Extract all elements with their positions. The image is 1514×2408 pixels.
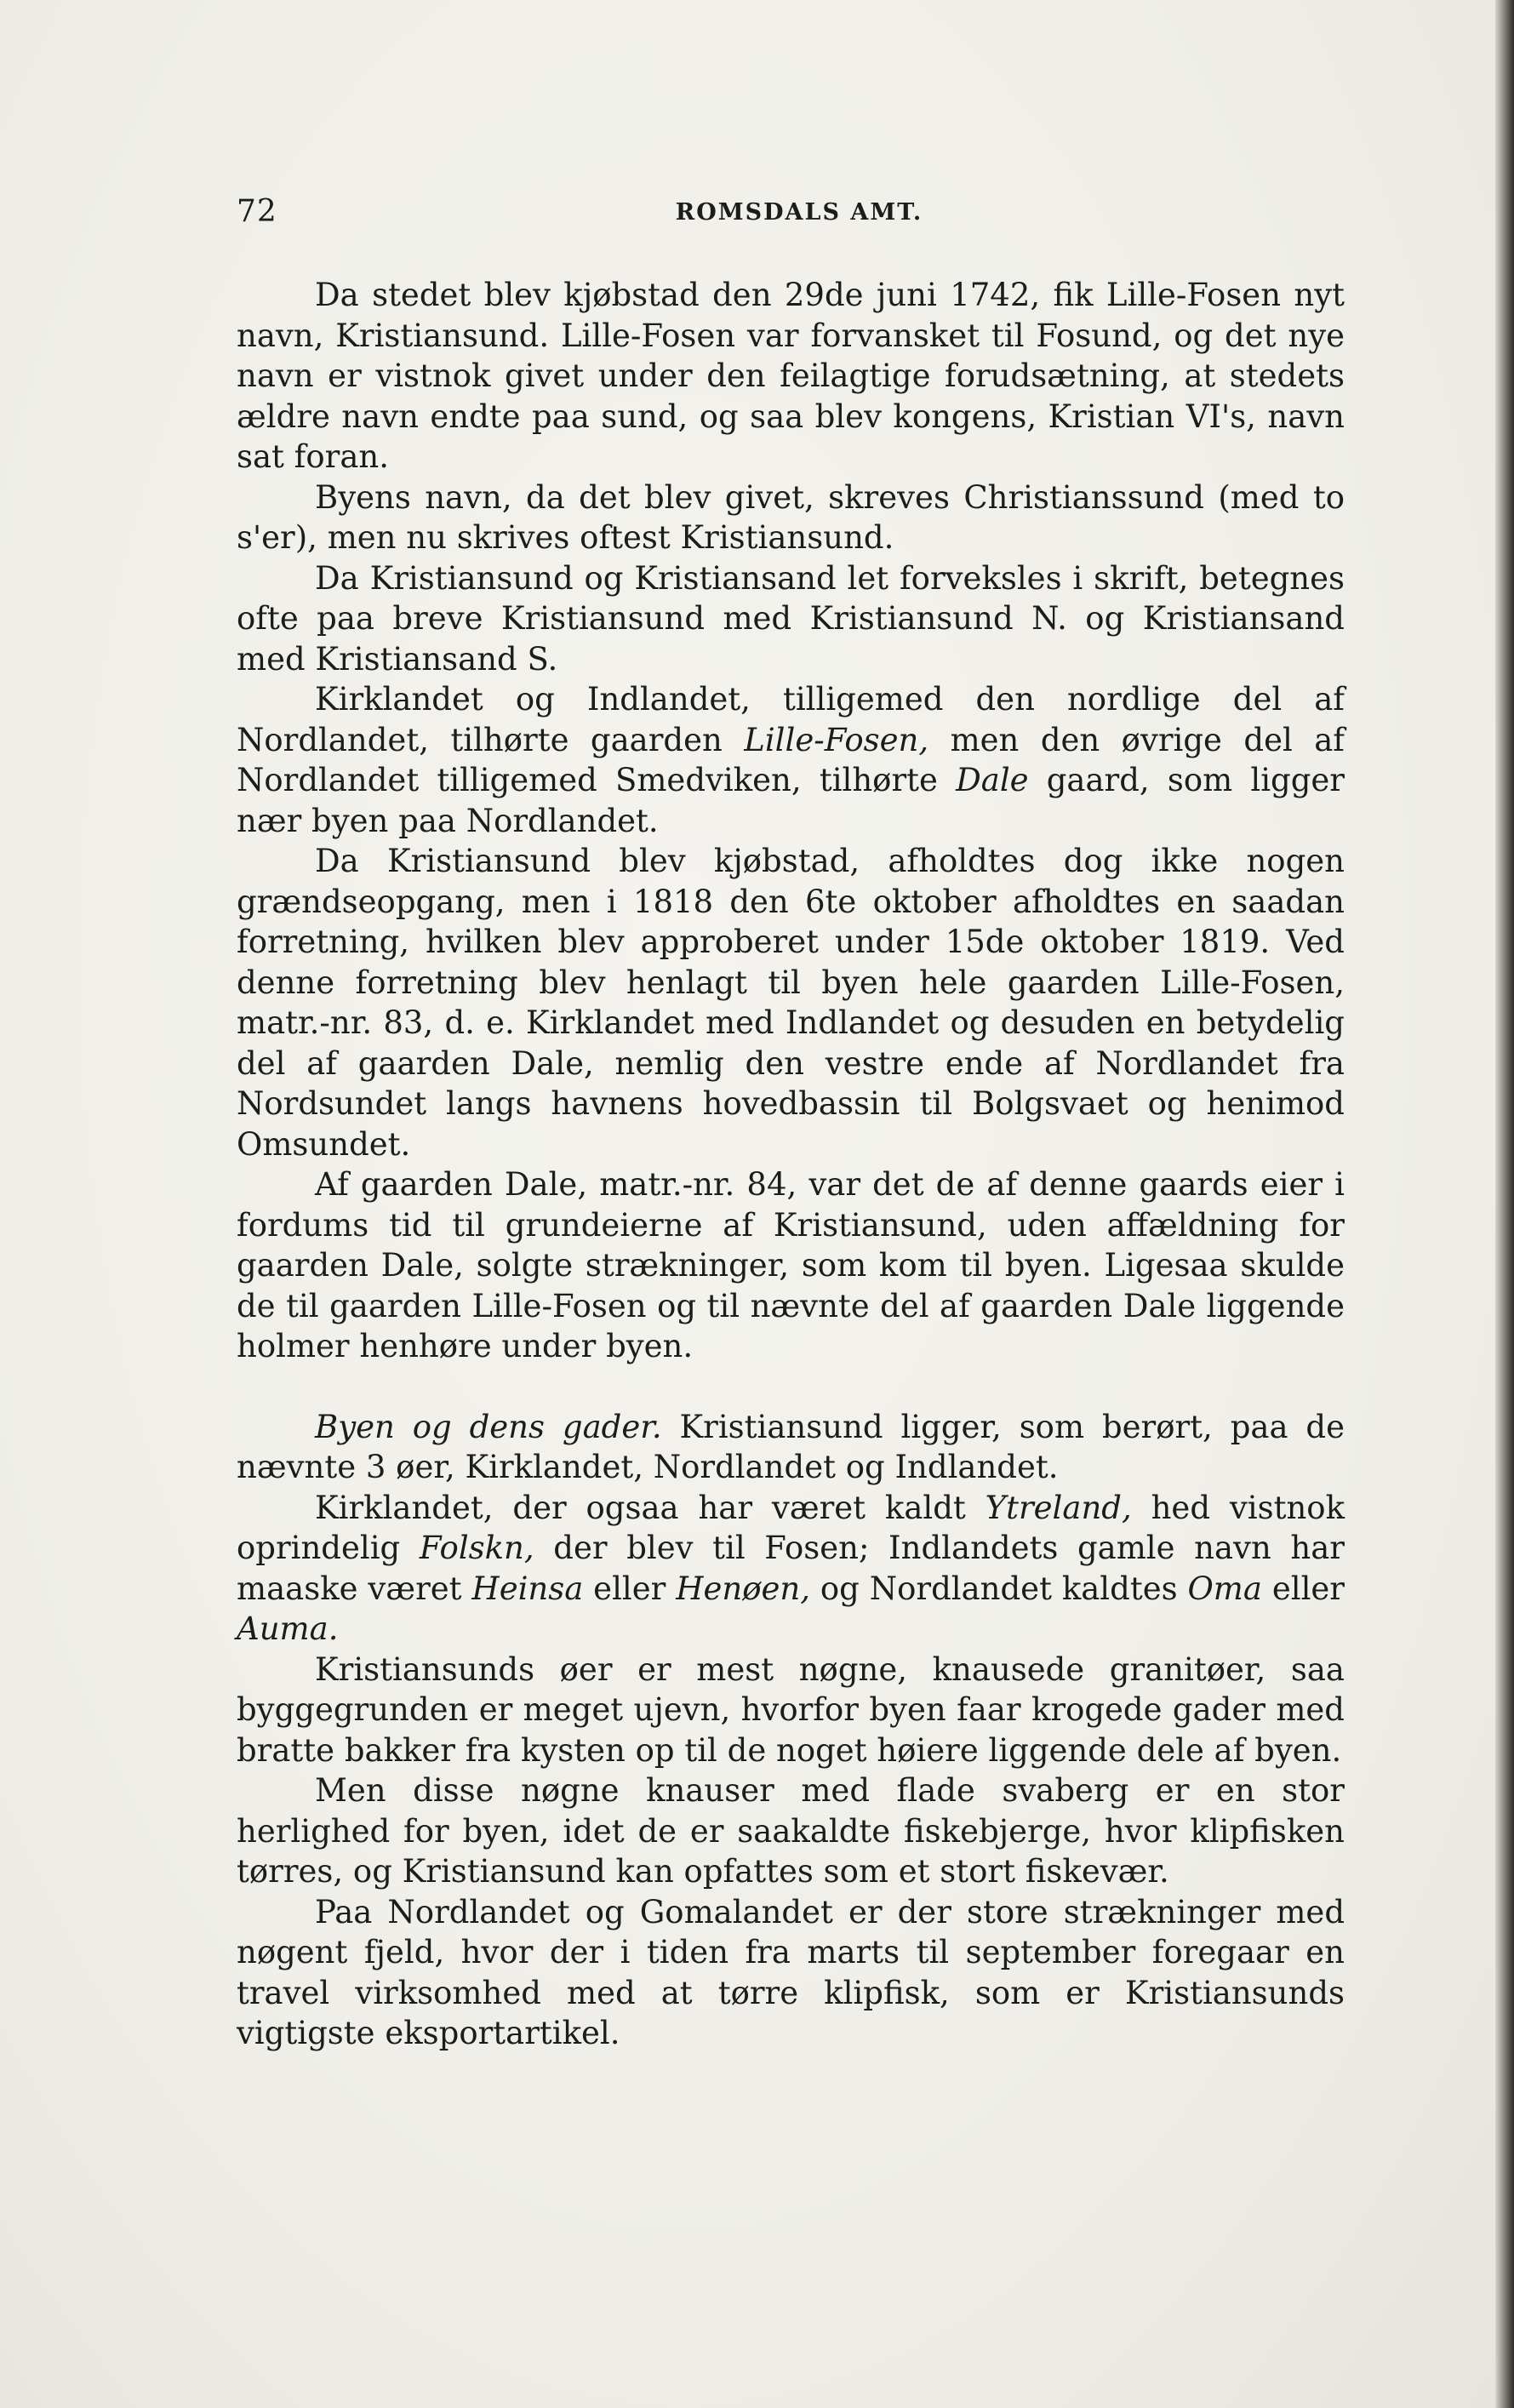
italic-text: Henøen, — [676, 1570, 810, 1607]
italic-text: Heinsa — [471, 1570, 584, 1607]
paragraph-text: eller — [1261, 1570, 1345, 1607]
paragraph-p3 — [237, 558, 1345, 680]
paragraph-text: Da stedet blev kjøbstad den 29de juni 1742, fik Lille-Fosen nyt navn, Kristiansund. Lille-Fosen var forvansket til Fosund, og det nye navn er vistnok givet under den feilagtige forudsætning, at stedets ældre navn endte paa sund, og saa blev kongens, Kristian VI's, navn sat foran. — [237, 277, 1345, 475]
paragraph-text: Paa Nordlandet og Gomalandet er der store strækninger med nøgent fjeld, hvor der i tiden fra marts til september foregaar en travel virksomhed med at tørre klipfisk, som er Kristiansunds vigtigste eksportartikel. — [237, 1893, 1345, 2051]
paragraph-p10 — [237, 1770, 1345, 1892]
paragraph-text: Kristiansunds øer er mest nøgne, knausede granitøer, saa byggegrunden er meget ujevn, hvorfor byen faar krogede gader med bratte bakker fra kysten op til de noget høiere liggende dele af byen. — [237, 1650, 1345, 1769]
italic-text: Auma. — [237, 1610, 339, 1647]
paragraph-text: gaard, som ligger nær byen paa Nordlandet. — [237, 762, 1345, 839]
running-title: ROMSDALS AMT. — [675, 199, 923, 226]
paragraph-p1 — [237, 275, 1345, 478]
paragraph-p8 — [237, 1488, 1345, 1650]
body-text — [237, 275, 1345, 2054]
page-binding-edge — [1495, 0, 1514, 2408]
italic-text: Lille-Fosen, — [744, 721, 929, 758]
paragraph-text: hed vistnok oprindelig — [237, 1489, 1345, 1566]
italic-text: Dale — [956, 762, 1029, 798]
paragraph-p2 — [237, 478, 1345, 558]
paragraph-text: Kristiansund ligger, som berørt, paa de nævnte 3 øer, Kirklandet, Nordlandet og Indlandet. — [237, 1408, 1345, 1485]
italic-text: Byen og dens gader. — [315, 1408, 662, 1445]
paragraph-text: Kirklandet og Indlandet, tilligemed den nordlige del af Nordlandet, tilhørte gaarden — [237, 681, 1345, 758]
paragraph-text: og Nordlandet kaldtes — [810, 1570, 1188, 1607]
paragraph-text: Kirklandet, der ogsaa har været kaldt — [315, 1489, 986, 1526]
italic-text: Oma — [1187, 1570, 1262, 1607]
paragraph-text: men den øvrige del af Nordlandet tilligemed Smedviken, tilhørte — [237, 721, 1345, 798]
paragraph-text: Da Kristiansund og Kristiansand let forveksles i skrift, betegnes ofte paa breve Kristiansund med Kristiansund N. og Kristiansand med Kristiansand S. — [237, 559, 1345, 678]
paragraph-text: Men disse nøgne knauser med flade svaberg er en stor herlighed for byen, idet de er saakaldte fiskebjerge, hvor klipfisken tørres, og Kristiansund kan opfattes som et stort fiskevær. — [237, 1772, 1345, 1890]
paragraph-p4 — [237, 679, 1345, 841]
paragraph-text: eller — [583, 1570, 677, 1607]
paragraph-text: Da Kristiansund blev kjøbstad, afholdtes dog ikke nogen grændseopgang, men i 1818 den 6te oktober afholdtes en saadan forretning, hvilken blev approberet under 15de oktober 1819. Ved denne forretning blev henlagt til byen hele gaarden Lille-Fosen, matr.-nr. 83, d. e. Kirklandet med Indlandet og desuden en betydelig del af gaarden Dale, nemlig den vestre ende af Nordlandet fra Nordsundet langs havnens hovedbassin til Bolgsvaet og henimod Omsundet. — [237, 843, 1345, 1163]
page-number: 72 — [237, 194, 277, 229]
page-header — [237, 194, 1345, 242]
paragraph-p5 — [237, 841, 1345, 1164]
paragraph-text: der blev til Fosen; Indlandets gamle navn har maaske været — [237, 1530, 1345, 1607]
paragraph-p11 — [237, 1892, 1345, 2054]
paragraph-p9 — [237, 1650, 1345, 1771]
paragraph-text: Af gaarden Dale, matr.-nr. 84, var det de af denne gaards eier i fordums tid til grundeierne af Kristiansund, uden affældning for gaarden Dale, solgte strækninger, som kom til byen. Ligesaa skulde de til gaarden Lille-Fosen og til nævnte del af gaarden Dale liggende holmer henhøre under byen. — [237, 1166, 1345, 1364]
paragraph-p7 — [237, 1407, 1345, 1488]
paragraph-text: Byens navn, da det blev givet, skreves Christianssund (med to s'er), men nu skrives oftest Kristiansund. — [237, 478, 1345, 556]
italic-text: Folskn, — [419, 1530, 534, 1566]
italic-text: Ytreland, — [985, 1489, 1132, 1526]
paragraph-p6 — [237, 1164, 1345, 1367]
